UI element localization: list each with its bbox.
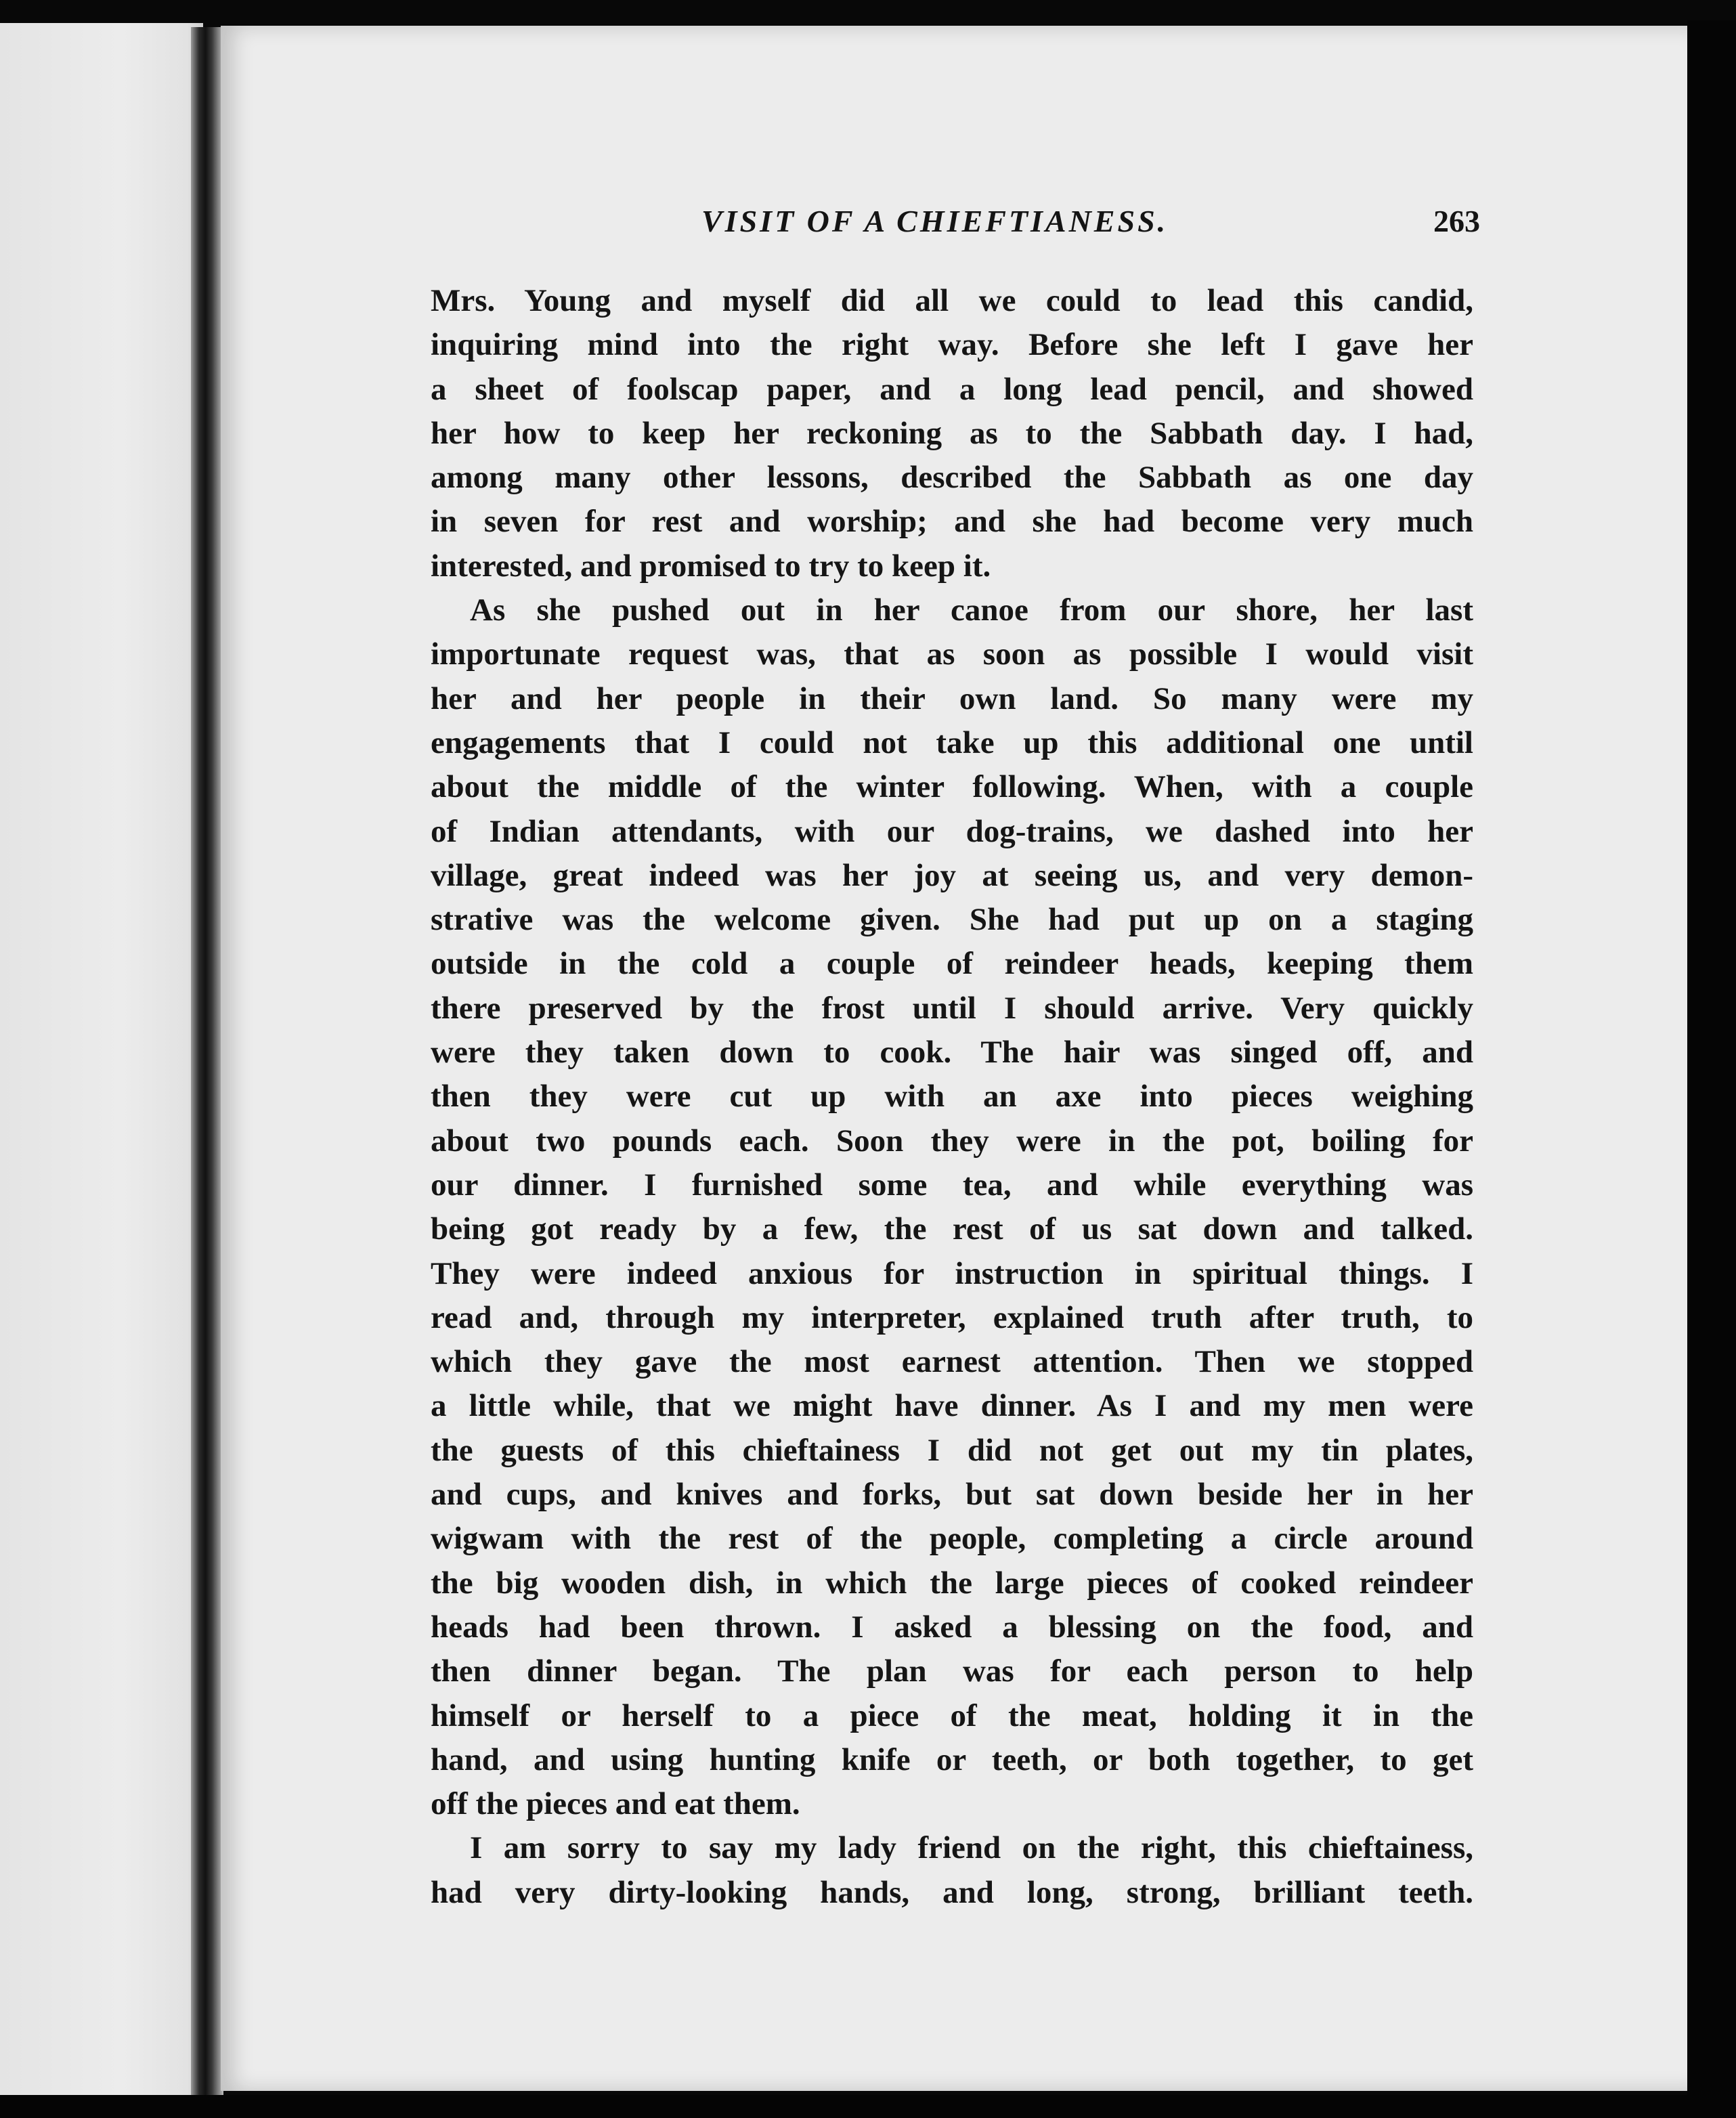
text-line: hand, and using hunting knife or teeth, or both together, to get [431,1742,1473,1777]
text-line: and cups, and knives and forks, but sat down beside her in her [431,1477,1473,1513]
text-line: They were indeed anxious for instruction in spiritual things. I [431,1255,1473,1291]
text-line: interested, and promised to try to keep it. [431,548,991,584]
scan-border-bottom [0,2095,1736,2118]
running-head [431,203,1480,251]
text-line: himself or herself to a piece of the meat, holding it in the [431,1698,1473,1733]
text-line: off the pieces and eat them. [431,1786,800,1822]
text-line: of Indian attendants, with our dog-trains, we dashed into her [431,813,1473,849]
text-line: a sheet of foolscap paper, and a long lead pencil, and showed [431,371,1473,407]
text-line: village, great indeed was her joy at seeing us, and very demon- [431,857,1473,893]
book-gutter [191,27,223,2099]
text-line: outside in the cold a couple of reindeer heads, keeping them [431,946,1473,982]
text-line: Mrs. Young and myself did all we could to lead this candid, [431,283,1473,318]
text-line: As she pushed out in her canoe from our shore, her last [470,592,1473,628]
text-line: our dinner. I furnished some tea, and while everything was [431,1167,1473,1203]
text-line: then dinner began. The plan was for each person to help [431,1654,1473,1689]
text-line: heads had been thrown. I asked a blessing on the food, and [431,1609,1473,1645]
text-line: had very dirty-looking hands, and long, strong, brilliant teeth. [431,1874,1473,1910]
page-number: 263 [1433,204,1480,238]
text-line: being got ready by a few, the rest of us sat down and talked. [431,1211,1473,1247]
body-text [431,279,1473,1915]
text-line: engagements that I could not take up this additional one until [431,725,1473,760]
text-line: in seven for rest and worship; and she had become very much [431,504,1473,540]
text-line: wigwam with the rest of the people, completing a circle around [431,1521,1473,1557]
text-line: there preserved by the frost until I should arrive. Very quickly [431,990,1473,1026]
text-line: a little while, that we might have dinner. As I and my men were [431,1388,1473,1424]
text-line: were they taken down to cook. The hair was singed off, and [431,1035,1473,1071]
text-line: among many other lessons, described the Sabbath as one day [431,460,1473,496]
scan-border-right [1687,20,1736,2118]
text-line: read and, through my interpreter, explained truth after truth, to [431,1299,1473,1335]
text-line: then they were cut up with an axe into pieces weighing [431,1079,1473,1115]
text-line: her how to keep her reckoning as to the Sabbath day. I had, [431,415,1473,451]
text-line: inquiring mind into the right way. Before she left I gave her [431,327,1473,363]
text-line: I am sorry to say my lady friend on the right, this chieftainess, [470,1830,1473,1866]
text-line: which they gave the most earnest attention. Then we stopped [431,1344,1473,1380]
text-line: strative was the welcome given. She had put up on a staging [431,902,1473,938]
facing-page-edge [0,23,203,2095]
text-line: her and her people in their own land. So many were my [431,680,1473,716]
text-line: importunate request was, that as soon as possible I would visit [431,636,1473,672]
text-line: the guests of this chieftainess I did not get out my tin plates, [431,1432,1473,1468]
running-head-title: VISIT OF A CHIEFTIANESS. [701,204,1169,238]
text-line: about two pounds each. Soon they were in the pot, boiling for [431,1123,1473,1159]
text-line: about the middle of the winter following. When, with a couple [431,769,1473,805]
text-line: the big wooden dish, in which the large pieces of cooked reindeer [431,1565,1473,1601]
